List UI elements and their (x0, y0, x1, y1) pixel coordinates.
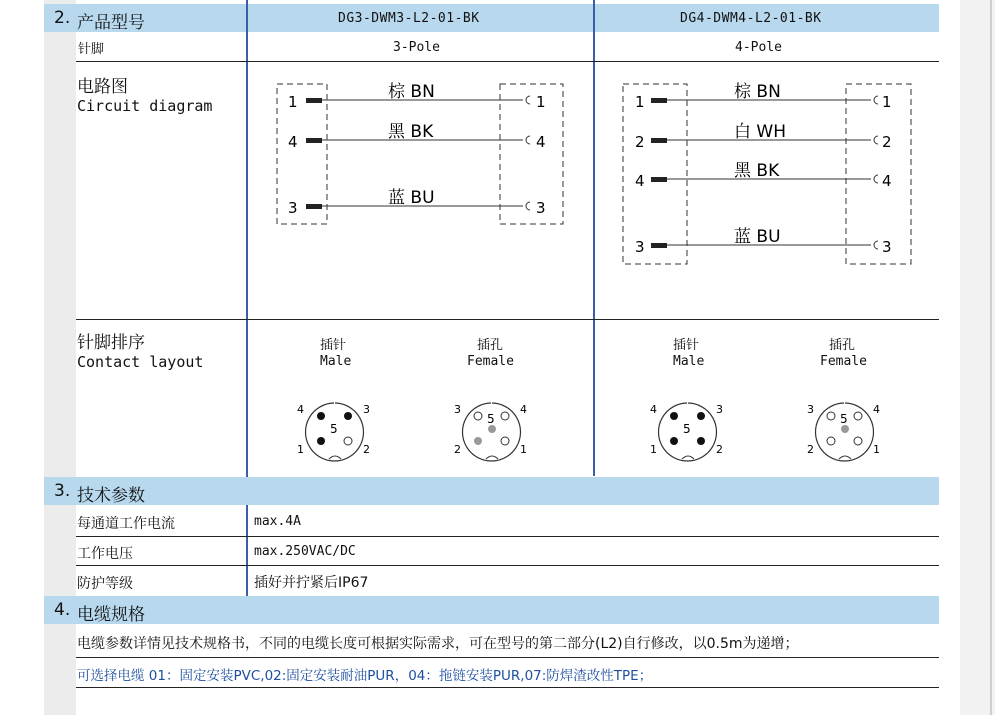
female-cn-4: 插孔 (829, 338, 856, 353)
svg-text:1: 1 (650, 443, 657, 456)
male-en-3: Male (320, 354, 352, 369)
wire-1 (635, 82, 892, 111)
circuit-diagram-3pole (270, 78, 570, 228)
svg-text:2: 2 (454, 443, 461, 456)
svg-text:4: 4 (650, 403, 657, 416)
section-4-header (44, 596, 939, 624)
pin-male-icon (306, 98, 322, 103)
female-cn-3: 插孔 (477, 338, 504, 353)
female-en-4: Female (820, 354, 867, 369)
svg-text:1: 1 (873, 443, 880, 456)
pin-male-icon (651, 243, 667, 248)
wire-label: 黑 BK (734, 161, 780, 181)
pin-right-number: 3 (536, 199, 546, 217)
pin-female-icon (874, 175, 878, 183)
pin-left-number: 1 (635, 93, 645, 111)
pin-female-icon (874, 96, 878, 104)
section-2-number: 2. (54, 8, 71, 28)
pin-male-icon (651, 98, 667, 103)
svg-text:3: 3 (363, 403, 370, 416)
pin-left-number: 3 (288, 199, 298, 217)
svg-text:2: 2 (716, 443, 723, 456)
svg-text:4: 4 (873, 403, 880, 416)
divider-pins (76, 61, 939, 62)
pin-right-number: 4 (536, 133, 546, 151)
pin-left-number: 3 (635, 238, 645, 256)
wire-2 (635, 122, 892, 151)
spec-label-voltage: 工作电压 (77, 546, 133, 562)
svg-text:2: 2 (807, 443, 814, 456)
spec-label-current: 每通道工作电流 (77, 516, 175, 532)
spec-label-protection: 防护等级 (77, 576, 133, 592)
svg-text:5: 5 (683, 422, 691, 436)
pin-left-number: 4 (635, 172, 645, 190)
scrollbar-track[interactable] (990, 0, 992, 715)
male-cn-4: 插针 (673, 338, 700, 353)
section-3-title: 技术参数 (77, 486, 145, 506)
wire-3 (635, 226, 892, 256)
circuit-label-cn: 电路图 (77, 77, 128, 97)
model-3pole: DG3-DWM3-L2-01-BK (338, 11, 480, 26)
pin-right-number: 2 (882, 133, 892, 151)
pin-male-icon (306, 138, 322, 143)
svg-text:3: 3 (716, 403, 723, 416)
cable-note-1: 电缆参数详情见技术规格书，不同的电缆长度可根据实际需求，可在型号的第二部分(L2)自行修改，以0.5m为递增； (77, 636, 799, 652)
column-divider-left (246, 0, 248, 596)
female-en-3: Female (467, 354, 514, 369)
pin-male-icon (306, 204, 322, 209)
contact-4pole-male (643, 395, 733, 465)
pin-right-number: 1 (882, 93, 892, 111)
svg-text:4: 4 (520, 403, 527, 416)
wire-4 (635, 161, 892, 190)
section-3-number: 3. (54, 481, 71, 501)
divider-spec-1 (76, 536, 939, 537)
pin-right-number: 3 (882, 238, 892, 256)
circuit-diagram-4pole (618, 78, 918, 268)
svg-text:3: 3 (454, 403, 461, 416)
pin-female-icon (526, 202, 530, 210)
wire-label: 白 WH (734, 122, 786, 142)
pin-right-number: 1 (536, 93, 546, 111)
contact-label-en: Contact layout (77, 353, 204, 371)
section-4-number: 4. (54, 600, 71, 620)
section-4-title: 电缆规格 (77, 605, 145, 625)
pin-female-icon (874, 241, 878, 249)
spec-value-voltage: max.250VAC/DC (254, 544, 356, 559)
connector-left-box (277, 84, 327, 224)
wire-label: 棕 BN (388, 82, 435, 102)
spec-value-current: max.4A (254, 514, 301, 529)
pin-male-icon (651, 177, 667, 182)
svg-text:4: 4 (297, 403, 304, 416)
contact-3pole-male (290, 395, 380, 465)
pin-female-icon (526, 136, 530, 144)
svg-text:5: 5 (487, 412, 495, 426)
divider-cable (76, 657, 939, 658)
column-divider-mid (593, 0, 595, 476)
connector-left-box (623, 84, 687, 264)
spec-value-protection: 插好并拧紧后IP67 (254, 575, 369, 591)
svg-text:2: 2 (363, 443, 370, 456)
wire-label: 黑 BK (388, 122, 434, 142)
pins-3pole: 3-Pole (393, 40, 440, 55)
model-4pole: DG4-DWM4-L2-01-BK (680, 11, 822, 26)
cable-options[interactable]: 可选择电缆 01：固定安装PVC,02:固定安装耐油PUR，04：拖链安装PUR,07:防焊渣改性TPE； (77, 668, 653, 684)
connector-right-box (500, 84, 563, 224)
male-cn-3: 插针 (320, 338, 347, 353)
divider-spec-2 (76, 565, 939, 566)
divider-bottom (76, 687, 939, 688)
wire-label: 蓝 BU (734, 227, 781, 247)
pin-right-number: 4 (882, 172, 892, 190)
svg-text:5: 5 (330, 422, 338, 436)
section-3-header (44, 477, 939, 505)
pin-male-icon (651, 138, 667, 143)
contact-label-cn: 针脚排序 (77, 333, 145, 353)
pin-female-icon (874, 136, 878, 144)
contact-4pole-female (800, 395, 890, 465)
pins-label: 针脚 (78, 42, 105, 57)
svg-text:3: 3 (807, 403, 814, 416)
svg-text:1: 1 (297, 443, 304, 456)
wire-3 (288, 187, 546, 217)
svg-text:1: 1 (520, 443, 527, 456)
divider-circuit (76, 319, 939, 320)
pin-left-number: 2 (635, 133, 645, 151)
connector-right-box (846, 84, 911, 264)
section-2-title: 产品型号 (77, 13, 145, 33)
pin-left-number: 1 (288, 93, 298, 111)
circuit-label-en: Circuit diagram (77, 97, 213, 115)
pin-left-number: 4 (288, 133, 298, 151)
svg-text:5: 5 (840, 412, 848, 426)
contact-3pole-female (447, 395, 537, 465)
pins-4pole: 4-Pole (735, 40, 782, 55)
wire-label: 蓝 BU (388, 188, 435, 208)
male-en-4: Male (673, 354, 705, 369)
pin-female-icon (526, 96, 530, 104)
wire-label: 棕 BN (734, 82, 781, 102)
